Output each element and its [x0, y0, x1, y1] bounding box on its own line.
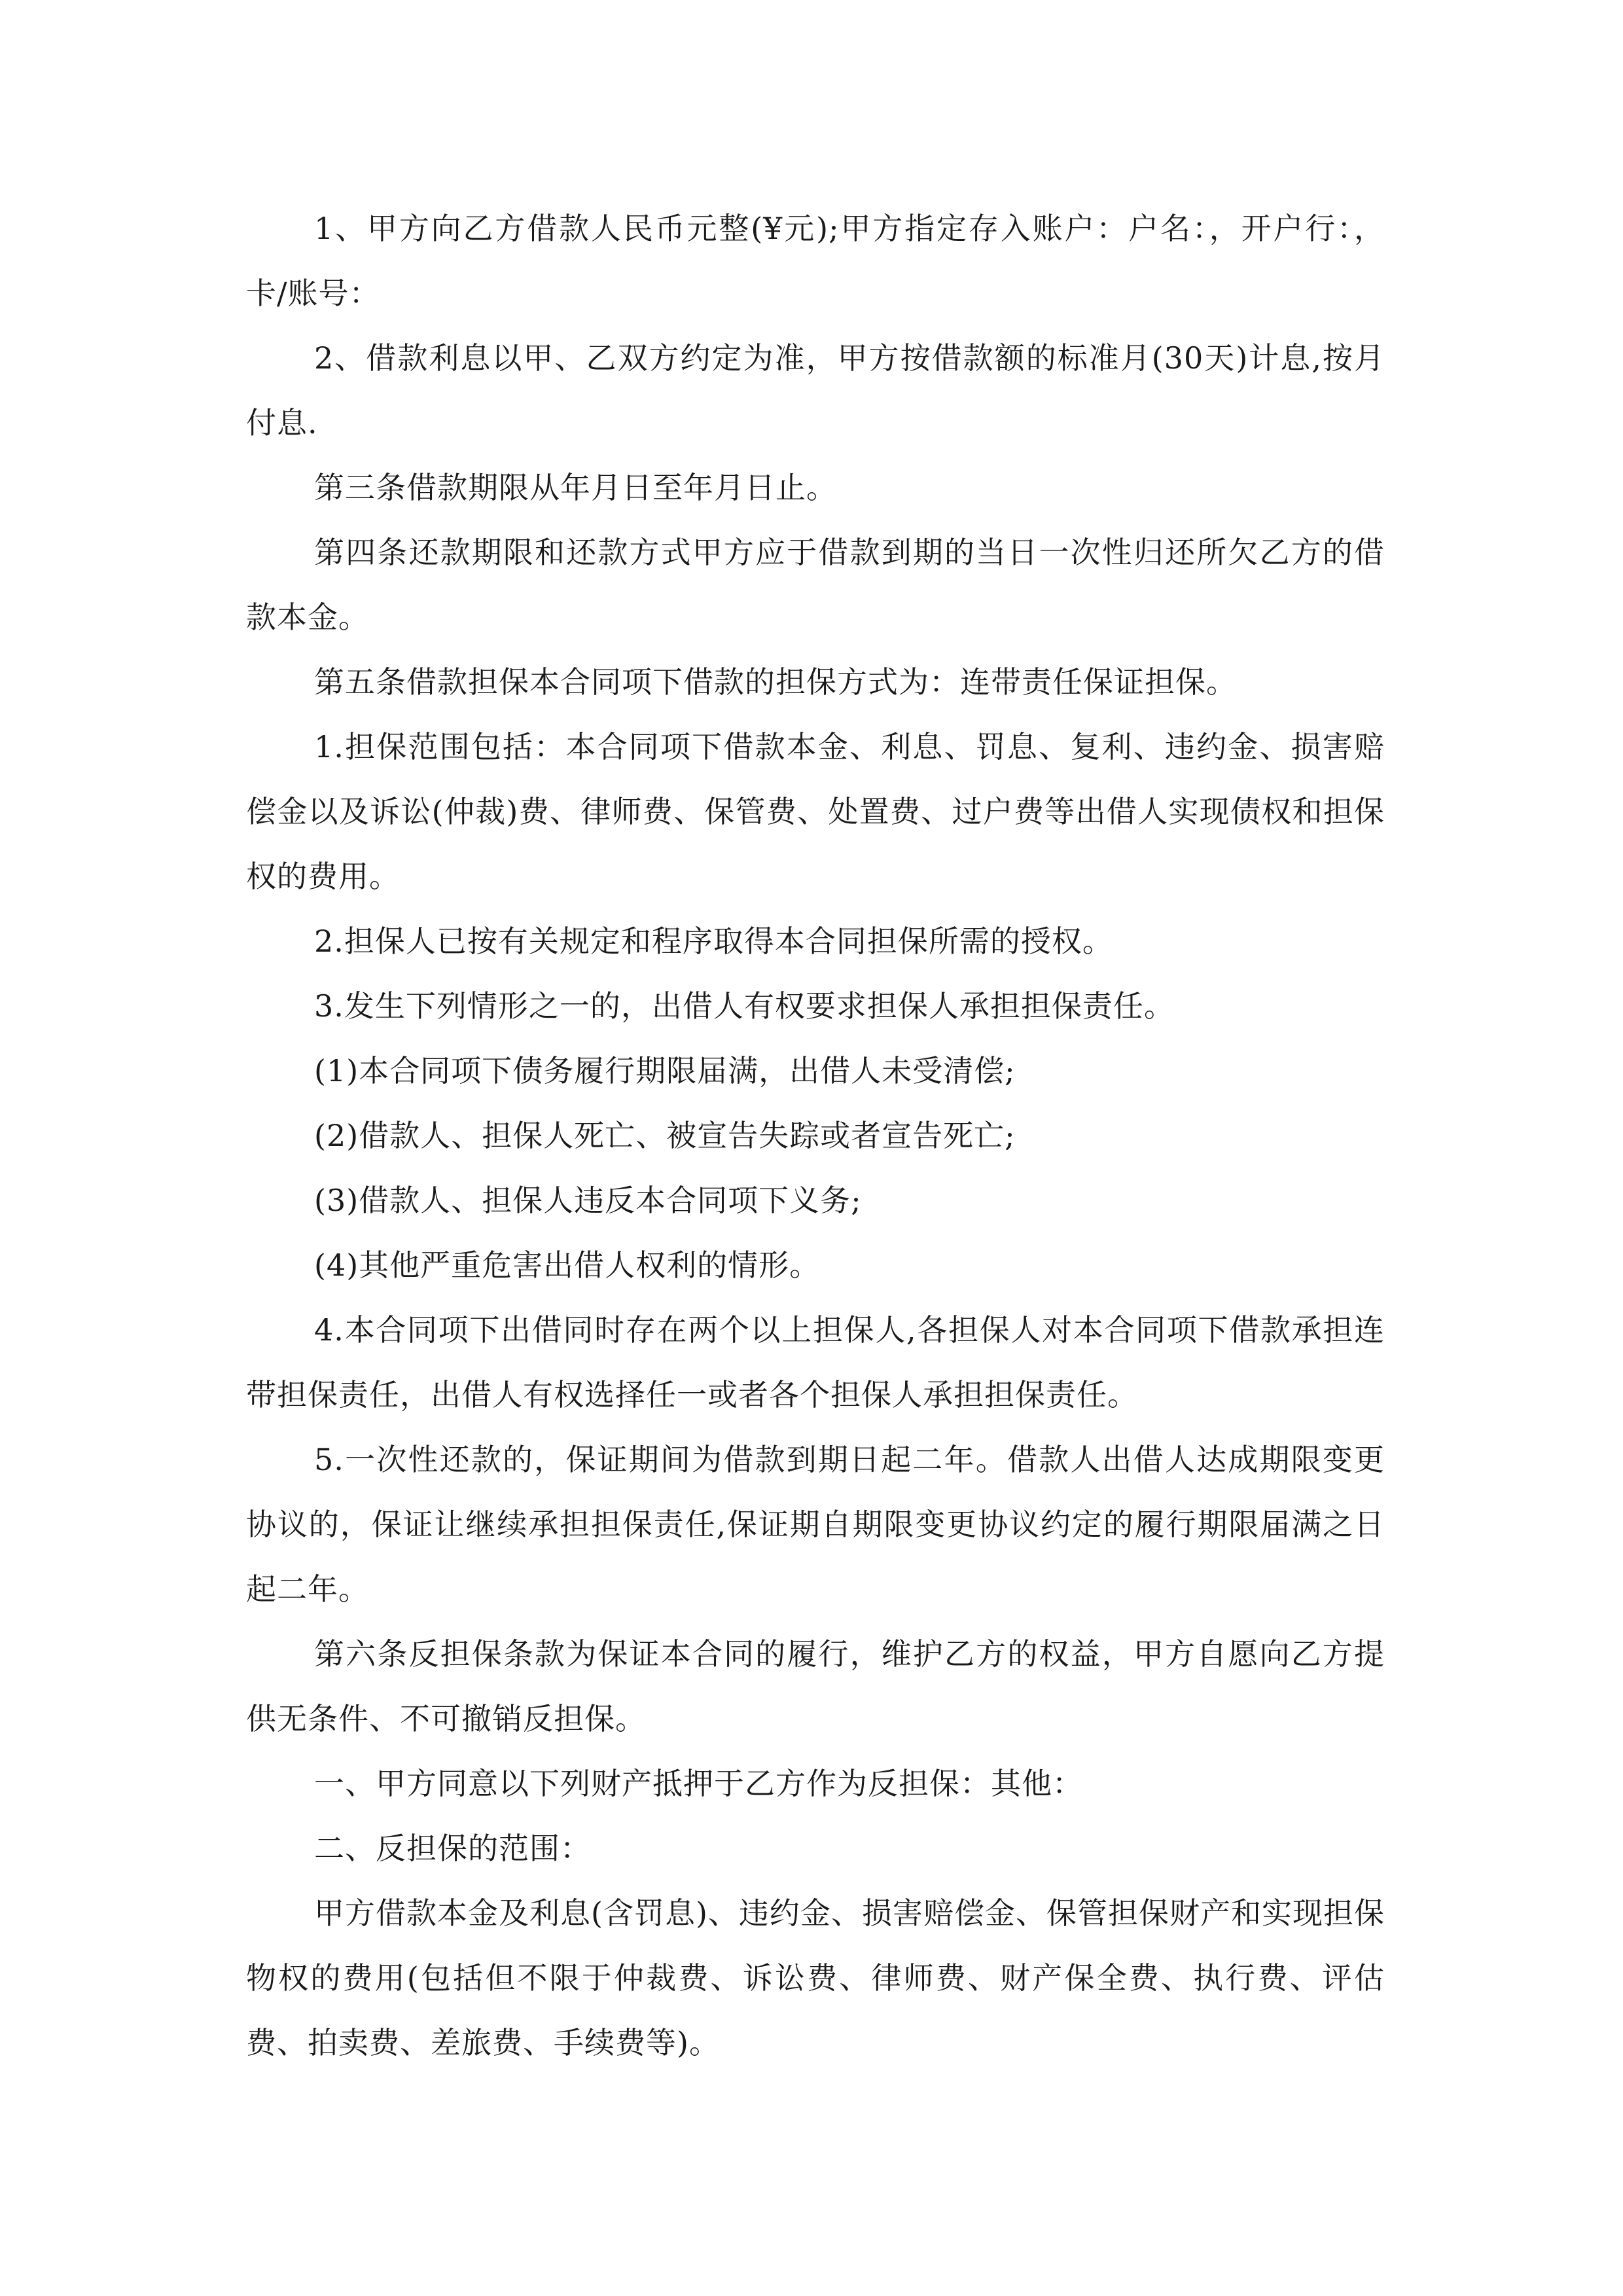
paragraph-article-3: 第三条借款期限从年月日至年月日止。: [314, 470, 837, 505]
paragraph-counter-guarantee-scope: 甲方借款本金及利息(含罚息)、违约金、损害赔偿金、保管担保财产和实现担保物权的费用(包括但不限于仲裁费、诉讼费、律师费、财产保全费、执行费、评估费、拍卖费、差旅费、手续费等)。: [246, 1895, 1385, 2060]
paragraph-article-6: 第六条反担保条款为保证本合同的履行，维护乙方的权益，甲方自愿向乙方提供无条件、不可撤销反担保。: [246, 1636, 1385, 1736]
paragraph-guarantee-period: 5.一次性还款的，保证期间为借款到期日起二年。借款人出借人达成期限变更协议的，保证让继续承担担保责任,保证期自期限变更协议约定的履行期限届满之日起二年。: [246, 1442, 1385, 1607]
list-item-condition-4: (4)其他严重危害出借人权利的情形。: [314, 1247, 821, 1283]
contract-body: [246, 196, 1385, 2075]
paragraph-article-5: 第五条借款担保本合同项下借款的担保方式为：连带责任保证担保。: [314, 664, 1237, 700]
paragraph-loan-amount: 1、甲方向乙方借款人民币元整(¥元);甲方指定存入账户：户名：，开户行：，卡/账号：: [246, 211, 1385, 311]
list-item-condition-3: (3)借款人、担保人违反本合同项下义务;: [314, 1183, 862, 1218]
list-item-condition-2: (2)借款人、担保人死亡、被宣告失踪或者宣告死亡;: [314, 1118, 1016, 1153]
paragraph-article-4: 第四条还款期限和还款方式甲方应于借款到期的当日一次性归还所欠乙方的借款本金。: [246, 535, 1385, 635]
paragraph-counter-guarantee-scope-heading: 二、反担保的范围：: [314, 1831, 591, 1866]
paragraph-guarantee-scope: 1.担保范围包括：本合同项下借款本金、利息、罚息、复利、违约金、损害赔偿金以及诉讼(仲裁)费、律师费、保管费、处置费、过户费等出借人实现债权和担保权的费用。: [246, 729, 1385, 894]
paragraph-interest: 2、借款利息以甲、乙双方约定为准，甲方按借款额的标准月(30天)计息,按月付息.: [246, 340, 1385, 440]
paragraph-multiple-guarantors: 4.本合同项下出借同时存在两个以上担保人,各担保人对本合同项下借款承担连带担保责任，出借人有权选择任一或者各个担保人承担担保责任。: [246, 1312, 1385, 1412]
paragraph-guarantor-authorization: 2.担保人已按有关规定和程序取得本合同担保所需的授权。: [314, 924, 1113, 959]
list-item-condition-1: (1)本合同项下债务履行期限届满，出借人未受清偿;: [314, 1053, 1016, 1088]
paragraph-counter-guarantee-property: 一、甲方同意以下列财产抵押于乙方作为反担保：其他：: [314, 1766, 1083, 1801]
paragraph-guarantee-conditions: 3.发生下列情形之一的，出借人有权要求担保人承担担保责任。: [314, 988, 1175, 1024]
